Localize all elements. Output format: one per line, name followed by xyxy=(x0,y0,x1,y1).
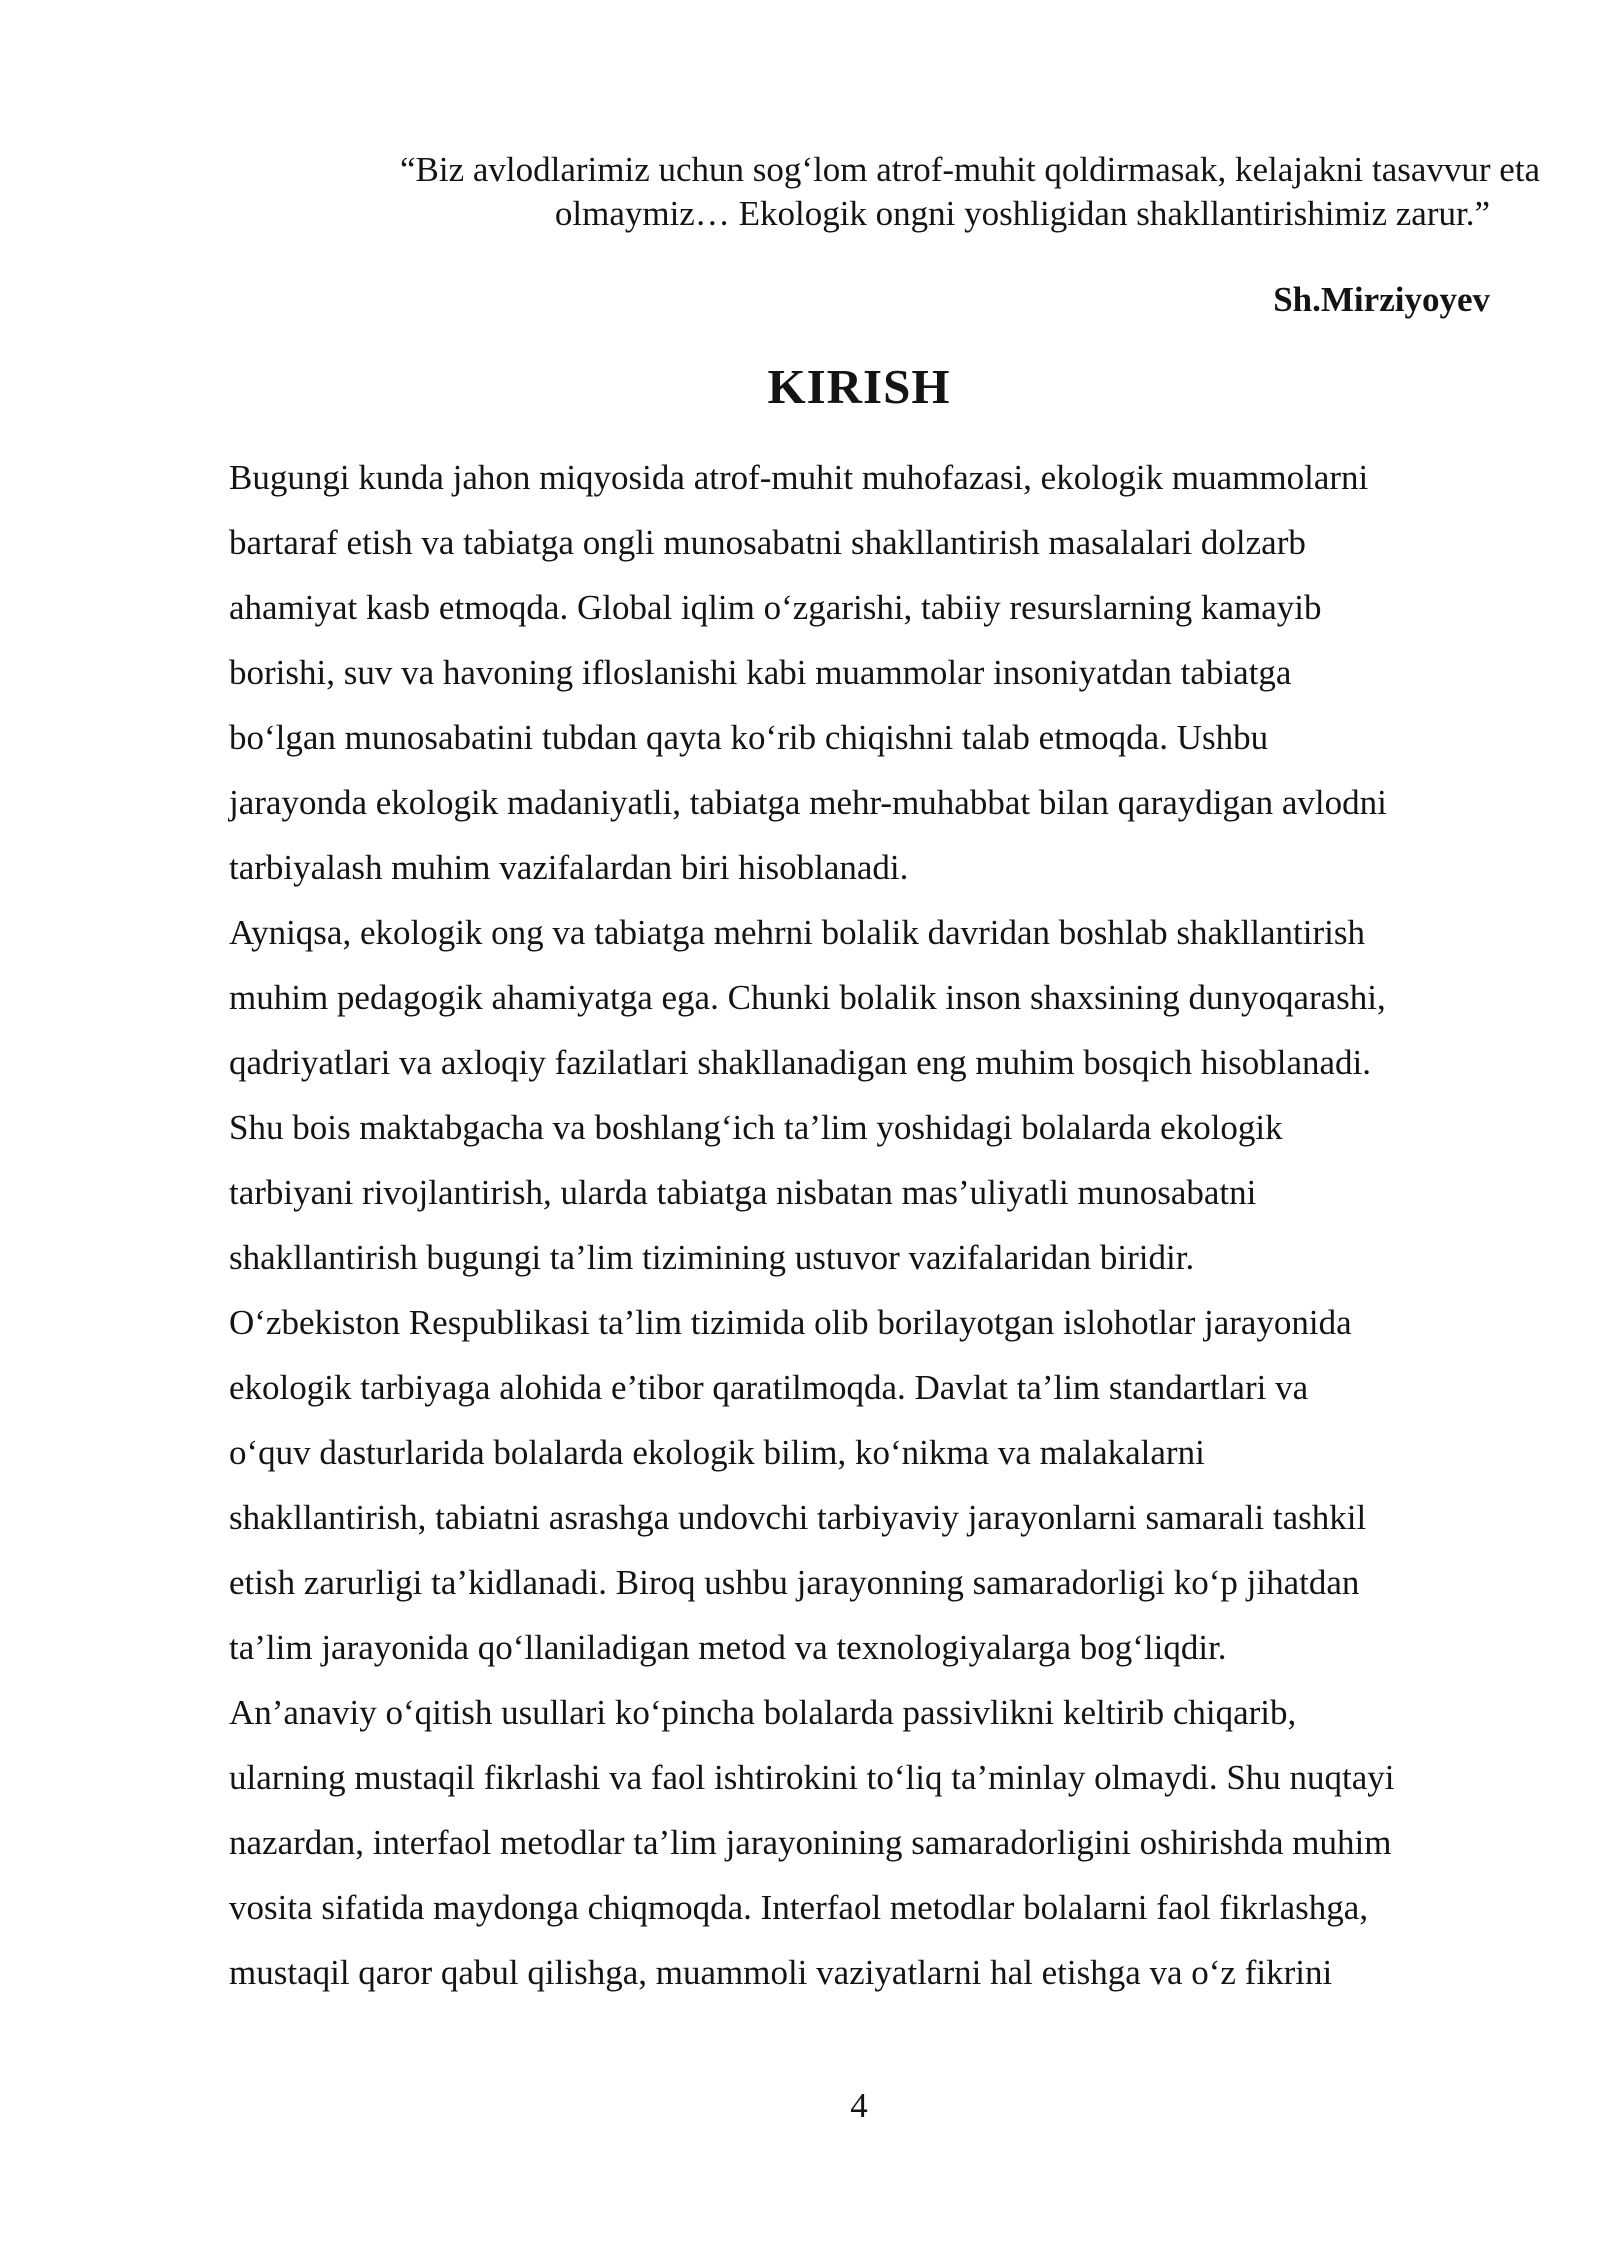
body-line: ahamiyat kasb etmoqda. Global iqlim o‘zgarishi, tabiiy resurslarning kamayib xyxy=(229,588,1322,627)
epigraph-author: Sh.Mirziyoyev xyxy=(1273,280,1490,319)
body-line: borishi, suv va havoning ifloslanishi kabi muammolar insoniyatdan tabiatga xyxy=(229,653,1292,692)
body-line: ularning mustaqil fikrlashi va faol ishtirokini to‘liq ta’minlay olmaydi. Shu nuqtayi xyxy=(229,1758,1395,1797)
body-line: ekologik tarbiyaga alohida e’tibor qaratilmoqda. Davlat ta’lim standartlari va xyxy=(229,1368,1309,1407)
page-number: 4 xyxy=(850,2086,868,2125)
body-line: tarbiyani rivojlantirish, ularda tabiatga nisbatan mas’uliyatli munosabatni xyxy=(229,1173,1257,1212)
body-line: bo‘lgan munosabatini tubdan qayta ko‘rib chiqishni talab etmoqda. Ushbu xyxy=(229,718,1269,757)
body-line: vosita sifatida maydonga chiqmoqda. Interfaol metodlar bolalarni faol fikrlashga, xyxy=(229,1888,1369,1927)
epigraph-line: “Biz avlodlarimiz uchun sog‘lom atrof-muhit qoldirmasak, kelajakni tasavvur eta xyxy=(400,150,1541,189)
epigraph-line: olmaymiz… Ekologik ongni yoshligidan shakllantirishimiz zarur.” xyxy=(554,194,1490,233)
body-line: jarayonda ekologik madaniyatli, tabiatga mehr-muhabbat bilan qaraydigan avlodni xyxy=(229,783,1387,822)
body-line: o‘quv dasturlarida bolalarda ekologik bilim, ko‘nikma va malakalarni xyxy=(229,1433,1205,1472)
body-line: ta’lim jarayonida qo‘llaniladigan metod va texnologiyalarga bog‘liqdir. xyxy=(229,1628,1227,1667)
body-line: O‘zbekiston Respublikasi ta’lim tizimida olib borilayotgan islohotlar jarayonida xyxy=(229,1303,1352,1342)
body-line: etish zarurligi ta’kidlanadi. Biroq ushbu jarayonning samaradorligi ko‘p jihatdan xyxy=(229,1563,1360,1602)
body-line: Shu bois maktabgacha va boshlang‘ich ta’lim yoshidagi bolalarda ekologik xyxy=(229,1108,1283,1147)
section-heading: KIRISH xyxy=(767,359,951,414)
epigraph-quote xyxy=(400,148,1541,236)
body-line: tarbiyalash muhim vazifalardan biri hisoblanadi. xyxy=(229,848,909,887)
body-text xyxy=(229,445,1519,2005)
body-line: shakllantirish, tabiatni asrashga undovchi tarbiyaviy jarayonlarni samarali tashkil xyxy=(229,1498,1367,1537)
body-line: qadriyatlari va axloqiy fazilatlari shakllanadigan eng muhim bosqich hisoblanadi. xyxy=(229,1043,1372,1082)
body-line: Ayniqsa, ekologik ong va tabiatga mehrni bolalik davridan boshlab shakllantirish xyxy=(229,913,1365,952)
body-line: mustaqil qaror qabul qilishga, muammoli vaziyatlarni hal etishga va o‘z fikrini xyxy=(229,1953,1333,1992)
body-line: muhim pedagogik ahamiyatga ega. Chunki bolalik inson shaxsining dunyoqarashi, xyxy=(229,978,1386,1017)
body-line: bartaraf etish va tabiatga ongli munosabatni shakllantirish masalalari dolzarb xyxy=(229,523,1306,562)
body-line: shakllantirish bugungi ta’lim tizimining ustuvor vazifalaridan biridir. xyxy=(229,1238,1195,1277)
body-line: An’anaviy o‘qitish usullari ko‘pincha bolalarda passivlikni keltirib chiqarib, xyxy=(229,1693,1297,1732)
body-line: Bugungi kunda jahon miqyosida atrof-muhit muhofazasi, ekologik muammolarni xyxy=(229,458,1369,497)
body-line: nazardan, interfaol metodlar ta’lim jarayonining samaradorligini oshirishda muhim xyxy=(229,1823,1392,1862)
